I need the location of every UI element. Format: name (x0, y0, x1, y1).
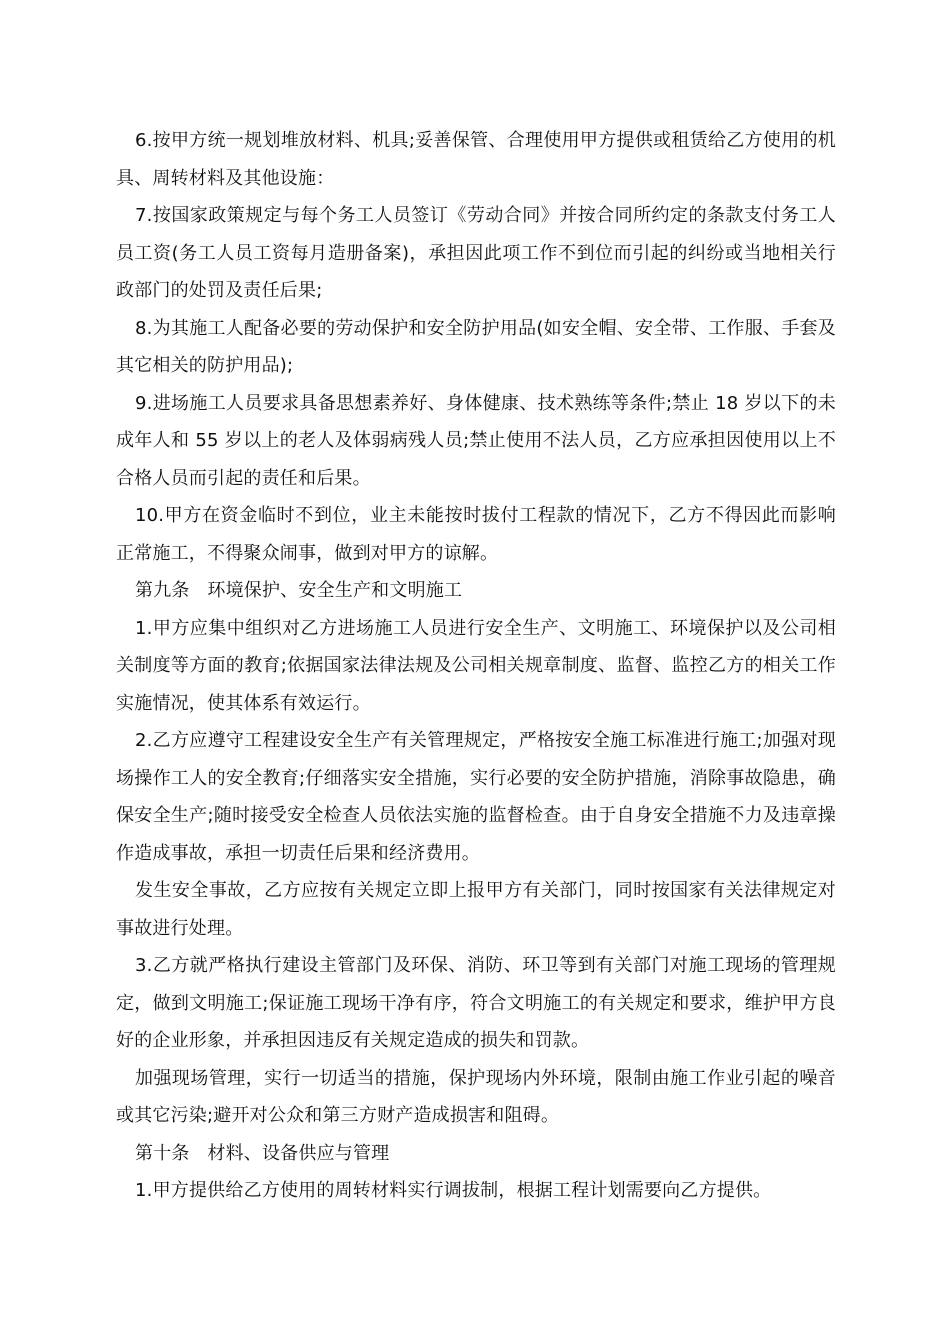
clause-6-paragraph: 6.按甲方统一规划堆放材料、机具;妥善保管、合理使用甲方提供或租赁给乙方使用的机具、周转材料及其他设施： (116, 130, 836, 189)
article-9-item-2: 2.乙方应遵守工程建设安全生产有关管理规定，严格按安全施工标准进行施工;加强对现场操作工人的安全教育;仔细落实安全措施，实行必要的安全防护措施，消除事故隐患，确保安全生产;随时接受安全检查人员依法实施的监督检查。由于自身安全措施不力及违章操作造成事故，承担一切责任后果和经济费用。 (116, 730, 836, 864)
clause-10-paragraph: 10.甲方在资金临时不到位，业主未能按时拔付工程款的情况下，乙方不得因此而影响正常施工，不得聚众闹事，做到对甲方的谅解。 (116, 505, 836, 564)
document-page (116, 122, 836, 1210)
article-10-heading: 第十条 材料、设备供应与管理 (135, 1142, 390, 1164)
article-10-item-1: 1.甲方提供给乙方使用的周转材料实行调拔制，根据工程计划需要向乙方提供。 (135, 1180, 772, 1201)
clause-9-paragraph: 9.进场施工人员要求具备思想素养好、身体健康、技术熟练等条件;禁止 18 岁以下的未成年人和 55 岁以上的老人及体弱病残人员;禁止使用不法人员，乙方应承担因使用以上不合格人员而引起的责任和后果。 (116, 392, 836, 489)
article-9-item-3: 3.乙方就严格执行建设主管部门及环保、消防、环卫等到有关部门对施工现场的管理规定，做到文明施工;保证施工现场干净有序，符合文明施工的有关规定和要求，维护甲方良好的企业形象，并承担因违反有关规定造成的损失和罚款。 (116, 955, 836, 1051)
article-9-item-1: 1.甲方应集中组织对乙方进场施工人员进行安全生产、文明施工、环境保护以及公司相关制度等方面的教育;依据国家法律法规及公司相关规章制度、监督、监控乙方的相关工作实施情况，使其体系有效运行。 (116, 617, 836, 714)
clause-7-paragraph: 7.按国家政策规定与每个务工人员签订《劳动合同》并按合同所约定的条款支付务工人员工资(务工人员工资每月造册备案)，承担因此项工作不到位而引起的纠纷或当地相关行政部门的处罚及责任后果; (116, 205, 836, 301)
site-management-paragraph: 加强现场管理，实行一切适当的措施，保护现场内外环境，限制由施工作业引起的噪音或其它污染;避开对公众和第三方财产造成损害和阻碍。 (116, 1067, 836, 1126)
article-9-heading: 第九条 环境保护、安全生产和文明施工 (135, 580, 463, 601)
accident-reporting-paragraph: 发生安全事故，乙方应按有关规定立即上报甲方有关部门，同时按国家有关法律规定对事故进行处理。 (116, 880, 836, 939)
clause-8-paragraph: 8.为其施工人配备必要的劳动保护和安全防护用品(如安全帽、安全带、工作服、手套及其它相关的防护用品); (116, 317, 836, 376)
